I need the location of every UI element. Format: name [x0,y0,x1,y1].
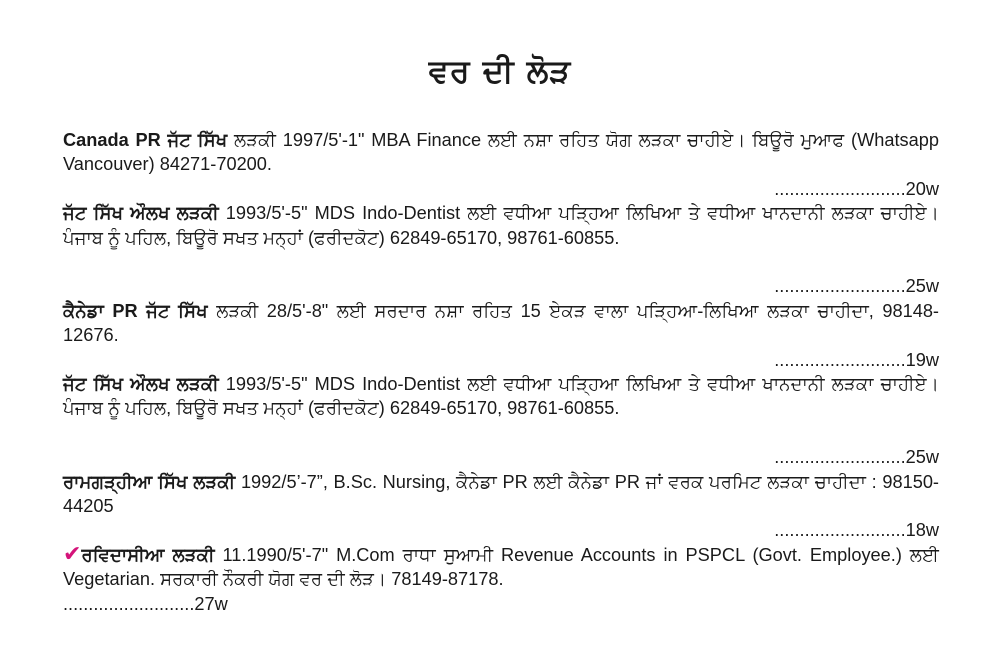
listing-code: ..........................20w [774,178,939,199]
listing-item [63,540,939,616]
listing-body: 1992/5’-7”, B.Sc. Nursing, ਕੈਨੇਡਾ PR ਲਈ ਕੈਨੇਡਾ PR ਜਾਂ ਵਰਕ ਪਰਮਿਟ ਲੜਕਾ ਚਾਹੀਦਾ : 98150-44205 [63,471,939,517]
listing-item [63,128,939,201]
listing-body: 1993/5'-5" MDS Indo-Dentist ਲਈ ਵਧੀਆ ਪੜ੍ਹਿਆ ਲਿਖਿਆ ਤੇ ਵਧੀਆ ਖਾਨਦਾਨੀ ਲੜਕਾ ਚਾਹੀਏ। ਪੰਜਾਬ ਨੂੰ ਪਹਿਲ, ਬਿਊਰੋ ਸਖਤ ਮਨ੍ਹਾਂ (ਫਰੀਦਕੋਟ) 62849-65170, 98761-60855. [63,374,939,419]
listing-body: ਲੜਕੀ 28/5'-8" ਲਈ ਸਰਦਾਰ ਨਸ਼ਾ ਰਹਿਤ 15 ਏਕੜ ਵਾਲਾ ਪੜ੍ਹਿਆ-ਲਿਖਿਆ ਲੜਕਾ ਚਾਹੀਦਾ, 98148-12676. [63,300,939,346]
listing-body: ਲੜਕੀ 1997/5'-1" MBA Finance ਲਈ ਨਸ਼ਾ ਰਹਿਤ ਯੋਗ ਲੜਕਾ ਚਾਹੀਏ। ਬਿਊਰੋ ਮੁਆਫ (Whatsapp Vancouver) 84271-70200. [63,130,939,175]
listing-body: 11.1990/5'-7" M.Com ਰਾਧਾ ਸੁਆਮੀ Revenue Accounts in PSPCL (Govt. Employee.) ਲਈ Vegetarian. ਸਰਕਾਰੀ ਨੌਕਰੀ ਯੋਗ ਵਰ ਦੀ ਲੋੜ। 78149-87178. [63,544,939,590]
listing-gap [63,421,939,445]
listing-code: ..........................27w [63,593,228,614]
listings-list [63,128,939,616]
checkmark-icon: ✔ [63,540,82,566]
page-title: ਵਰ ਦੀ ਲੋੜ [428,52,572,90]
listing-gap [63,250,939,274]
listing-lead: ਰਾਮਗੜ੍ਹੀਆ ਸਿੱਖ ਲੜਕੀ [63,471,236,492]
listing-code: ..........................25w [774,276,939,297]
listing-body: 1993/5'-5" MDS Indo-Dentist ਲਈ ਵਧੀਆ ਪੜ੍ਹਿਆ ਲਿਖਿਆ ਤੇ ਵਧੀਆ ਖਾਨਦਾਨੀ ਲੜਕਾ ਚਾਹੀਏ। ਪੰਜਾਬ ਨੂੰ ਪਹਿਲ, ਬਿਊਰੋ ਸਖਤ ਮਨ੍ਹਾਂ (ਫਰੀਦਕੋਟ) 62849-65170, 98761-60855. [63,203,939,248]
listing-code: ..........................19w [774,349,939,370]
listing-code: ..........................25w [774,447,939,468]
listing-item [63,372,939,470]
listing-lead: ਜੱਟ ਸਿੱਖ ਔਲਖ ਲੜਕੀ [63,374,219,395]
listing-lead: ਕੈਨੇਡਾ PR ਜੱਟ ਸਿੱਖ [63,300,208,321]
listing-lead: ਜੱਟ ਸਿੱਖ ਔਲਖ ਲੜਕੀ [63,203,219,224]
listing-item [63,470,939,543]
listing-code: ..........................18w [774,520,939,541]
listing-lead: ਰਵਿਦਾਸੀਆ ਲੜਕੀ [81,544,215,565]
listing-item [63,201,939,299]
listing-item [63,299,939,372]
listing-lead: Canada PR ਜੱਟ ਸਿੱਖ [63,130,228,150]
